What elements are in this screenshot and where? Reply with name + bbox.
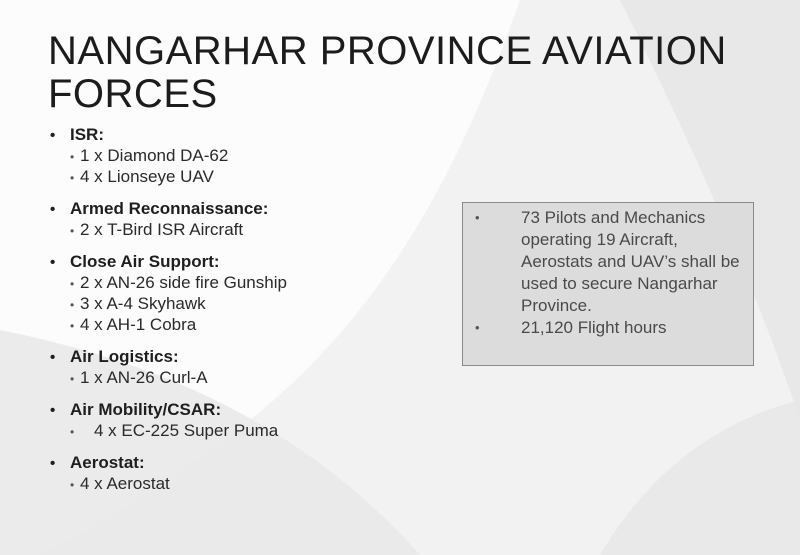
sub-bullet-icon: • (70, 425, 75, 439)
section-air-logistics (50, 346, 450, 389)
list-item (70, 421, 450, 442)
sub-list (50, 421, 450, 442)
section-heading: Close Air Support: (70, 252, 220, 271)
list-item-text: 1 x AN-26 Curl-A (80, 368, 208, 387)
section-heading-row (50, 124, 450, 146)
sub-bullet-icon: • (70, 224, 75, 238)
force-list (50, 124, 450, 505)
list-item (70, 294, 450, 315)
sub-bullet-icon: • (70, 277, 75, 291)
sub-list (50, 368, 450, 389)
list-item-text: 1 x Diamond DA-62 (80, 146, 229, 165)
summary-list (471, 207, 745, 339)
list-item (70, 474, 450, 495)
section-isr (50, 124, 450, 188)
bullet-icon: • (50, 402, 56, 419)
list-item (70, 315, 450, 336)
bullet-icon: • (50, 455, 56, 472)
bullet-icon: • (50, 201, 56, 218)
bullet-icon: • (475, 320, 480, 335)
list-item-text: 4 x Lionseye UAV (80, 167, 214, 186)
list-item-text: 2 x AN-26 side fire Gunship (80, 273, 287, 292)
list-item (70, 167, 450, 188)
summary-item-text: 21,120 Flight hours (521, 318, 667, 337)
section-heading: Aerostat: (70, 453, 145, 472)
section-heading-row (50, 251, 450, 273)
bullet-icon: • (475, 210, 480, 225)
section-heading-row (50, 198, 450, 220)
list-item-text: 3 x A-4 Skyhawk (80, 294, 206, 313)
bullet-icon: • (50, 349, 56, 366)
section-heading-row (50, 452, 450, 474)
list-item-text: 2 x T-Bird ISR Aircraft (80, 220, 244, 239)
summary-item (471, 207, 745, 317)
list-item-text: 4 x Aerostat (80, 474, 170, 493)
list-item (70, 146, 450, 167)
slide-title: NANGARHAR PROVINCE AVIATION FORCES (48, 29, 727, 116)
section-aerostat (50, 452, 450, 495)
section-air-mobility-csar (50, 399, 450, 442)
section-heading-row (50, 346, 450, 368)
sub-bullet-icon: • (70, 372, 75, 386)
section-heading-row (50, 399, 450, 421)
section-armed-reconnaissance (50, 198, 450, 241)
list-item (70, 273, 450, 294)
sub-bullet-icon: • (70, 298, 75, 312)
bullet-icon: • (50, 127, 56, 144)
sub-bullet-icon: • (70, 171, 75, 185)
list-item-text: 4 x EC-225 Super Puma (94, 421, 279, 440)
summary-item (471, 317, 745, 339)
summary-box (462, 202, 754, 366)
section-close-air-support (50, 251, 450, 336)
list-item-text: 4 x AH-1 Cobra (80, 315, 197, 334)
summary-item-text: 73 Pilots and Mechanics operating 19 Aircraft, Aerostats and UAV’s shall be used to secure Nangarhar Province. (521, 208, 740, 315)
list-item (70, 220, 450, 241)
sub-list (50, 474, 450, 495)
section-heading: Armed Reconnaissance: (70, 199, 269, 218)
sub-bullet-icon: • (70, 319, 75, 333)
sub-list (50, 220, 450, 241)
bullet-icon: • (50, 254, 56, 271)
section-heading: Air Logistics: (70, 347, 179, 366)
sub-list (50, 273, 450, 336)
sub-bullet-icon: • (70, 478, 75, 492)
section-heading: Air Mobility/CSAR: (70, 400, 222, 419)
sub-bullet-icon: • (70, 150, 75, 164)
list-item (70, 368, 450, 389)
sub-list (50, 146, 450, 188)
section-heading: ISR: (70, 125, 104, 144)
